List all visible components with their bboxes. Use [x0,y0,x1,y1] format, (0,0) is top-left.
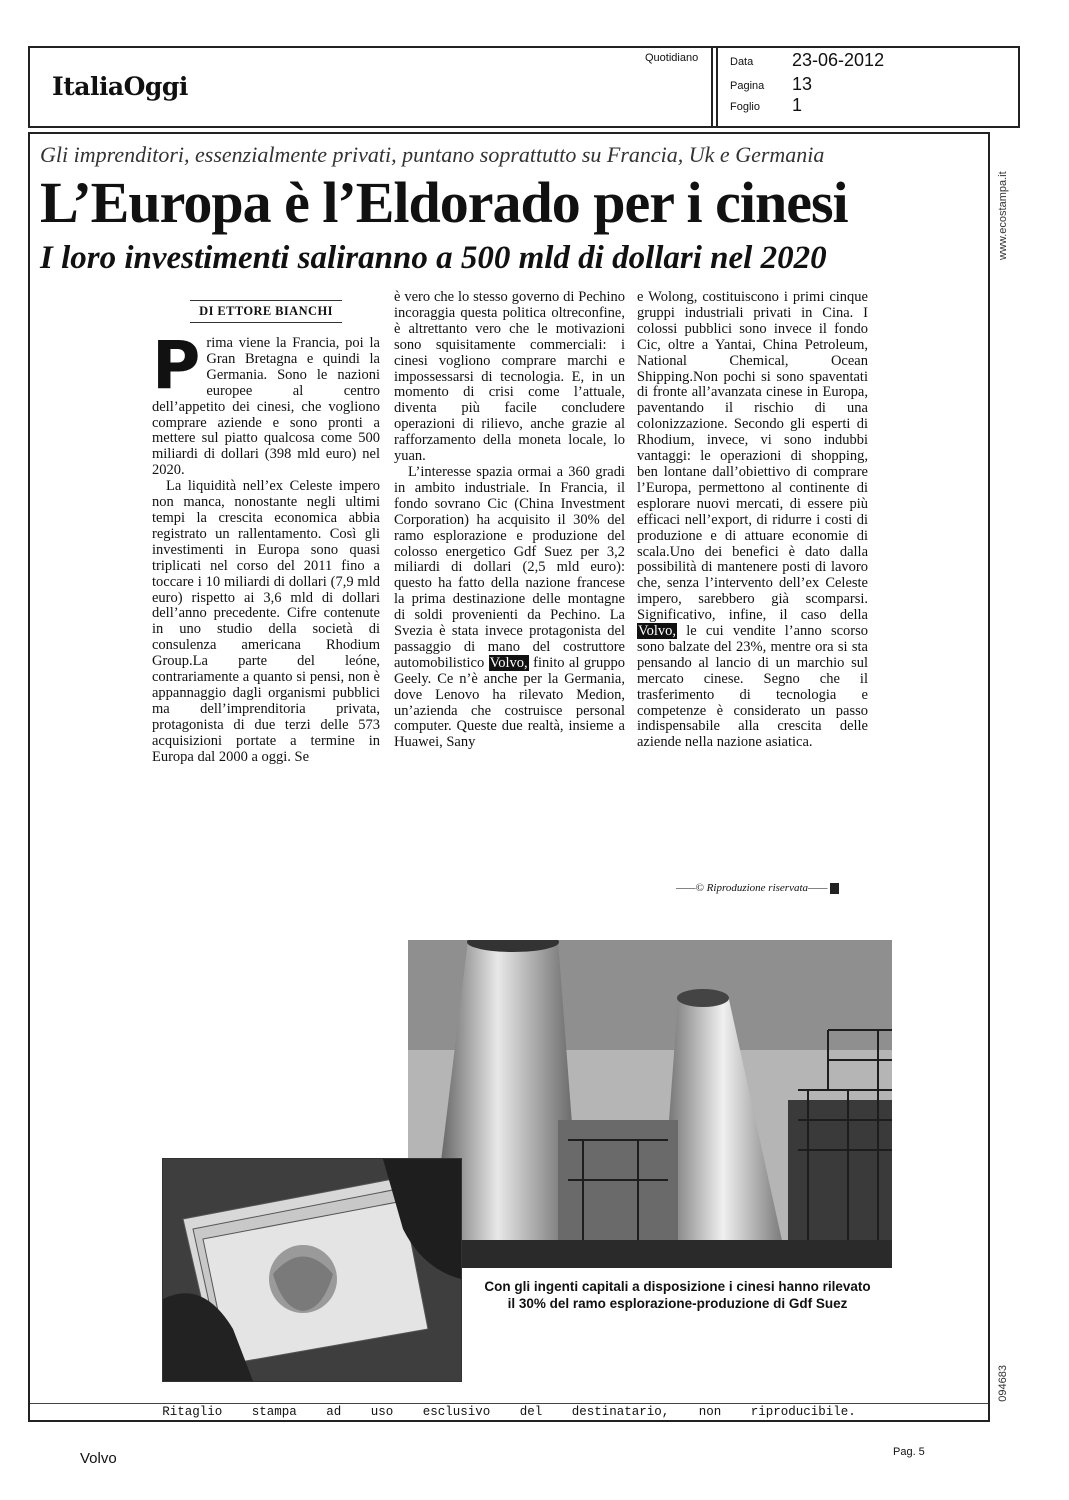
byline: DI ETTORE BIANCHI [199,304,333,318]
paragraph [637,290,868,751]
paragraph: è vero che lo stesso governo di Pechino incoraggia questa politica oltreconfine, è altrettanto vero che le motivazioni sono squisitamente commerciali: i cinesi vogliono comprare marchi e impossessarsi di tecnologia. E, in un momento di crisi come l’attuale, diventa più facile concludere operazioni di rilievo, anche grazie al rafforzamento della moneta locale, lo yuan. [394,289,625,465]
article-headline: L’Europa è l’Eldorado per i cinesi [40,170,848,235]
photo-caption: Con gli ingenti capitali a disposizione i cinesi hanno rilevato il 30% del ramo esplorazione-produzione di Gdf Suez [484,1279,871,1311]
meta-value-data: 23-06-2012 [792,50,885,70]
article-kicker: Gli imprenditori, essenzialmente privati, puntano soprattutto su Francia, Uk e Germania [40,142,825,167]
article-subheadline: I loro investimenti saliranno a 500 mld di dollari nel 2020 [40,240,827,276]
footer-rule [30,1403,988,1404]
publication-type: Quotidiano [645,52,699,64]
paragraph-text: le cui vendite l’anno scorso sono balzate del 23%, mentre ora si sta pensando al lancio di un marchio sul mercato cinese. Segno che il trasferimento di tecnologia e competenze è considerato un passo indispensabile alla crescita delle aziende nella nazione asiatica. [637,623,869,751]
keyword-highlight: Volvo, [638,623,677,640]
photo-industrial-plant [408,940,892,1268]
photo-banknotes [162,1158,462,1382]
article-column-1 [152,327,380,765]
masthead-divider [711,46,713,128]
paragraph-text: e Wolong, costituiscono i primi cinque gruppi industriali privati in Cina. I colossi pubblici sono invece il fondo Cic, oltre a Yantai, China Petroleum, National Chemical, Ocean Shipping.Non pochi si sono spaventati di fronte all’avanzata cinese in Europa, paventando il rischio di una colonizzazione. Secondo gli esperti di Rhodium, invece, vi sono indubbi vantaggi: le operazioni di shopping, ben lontane dall’obiettivo di comprare l’Europa, permettono al continente di esplorare nuovi mercati, di essere più efficaci nell’export, di ridurre i costi di produzione e di attuare economie di scala.Uno dei benefici è dato dalla possibilità di mantenere posti di lavoro che, senza l’intervento dell’ex Celeste impero, sarebbero già scomparsi. Significativo, infine, il caso della [637,289,868,624]
meta-value-foglio: 1 [792,95,803,115]
keyword-highlight: Volvo, [489,654,528,671]
side-code: 094683 [997,1365,1009,1402]
meta-value-pagina: 13 [792,74,813,94]
page-number: Pag. 5 [893,1446,925,1458]
meta-label-data: Data [730,56,754,68]
banknotes-illustration [163,1159,461,1381]
reproduction-notice: Ritaglio stampa ad uso esclusivo del destinatario, non riproducibile. [162,1405,856,1419]
article-column-3 [637,290,868,751]
masthead-divider [716,46,718,128]
copyright-text: ——© Riproduzione riservata—— [676,882,828,894]
copyright-note [676,882,839,894]
paragraph-text: finito al gruppo Geely. Ce n’è anche per la Germania, dove Lenovo ha rilevato Medion, un’azienda che costruisce personal computer. Queste due realtà, insieme a Huawei, Sany [394,654,625,751]
newspaper-logo: ItaliaOggi [52,72,188,101]
meta-label-foglio: Foglio [730,101,760,113]
paragraph [152,327,380,479]
paragraph [394,465,625,751]
article-column-2 [394,290,625,751]
end-mark [830,883,839,894]
paragraph-text: rima viene la Francia, poi la Gran Bretagna e quindi la Germania. Sono le nazioni europee al centro dell’appetito dei cinesi, che vogliono comprare aziende e sono pronti a mettere sul piatto qualcosa come 500 miliardi di dollari (398 mld euro) nel 2020. [152,335,380,479]
meta-label-pagina: Pagina [730,80,765,92]
industrial-plant-illustration [408,940,892,1268]
side-site-url: www.ecostampa.it [997,171,1009,260]
paragraph-text: L’interesse spazia ormai a 360 gradi in ambito industriale. In Francia, il fondo sovrano Cic (China Investment Corporation) ha acquisito il 30% del ramo esplorazione e produzione del colosso energetico Gdf Suez per 3,2 miliardi di dollari (2,5 mld euro): questo ha fatto della nazione francese la prima destinazione delle montagne di soldi provenienti da Pechino. La Svezia è stata invece protagonista del passaggio di mano del costruttore automobilistico [394,463,625,671]
paragraph: La liquidità nell’ex Celeste impero non manca, nonostante negli ultimi tempi la crescita economica abbia registrato un rallentamento. Così gli investimenti in Europa sono quasi triplicati nel corso del 2011 fino a toccare i 10 miliardi di dollari (7,9 mld euro) rispetto ai 3,6 mld di dollari dell’anno precedente. Cifre contenute in uno studio della società di consulenza americana Rhodium Group.La parte del leóne, contrariamente a quanto si pensi, non è appannaggio dagli organismi pubblici ma dell’imprenditoria privata, protagonista di due terzi delle 573 acquisizioni portate a termine in Europa dal 2000 a oggi. Se [152,478,380,765]
clipping-topic: Volvo [80,1450,117,1467]
drop-cap: P [152,327,201,404]
byline-rule [190,322,342,323]
byline-rule [190,300,342,301]
